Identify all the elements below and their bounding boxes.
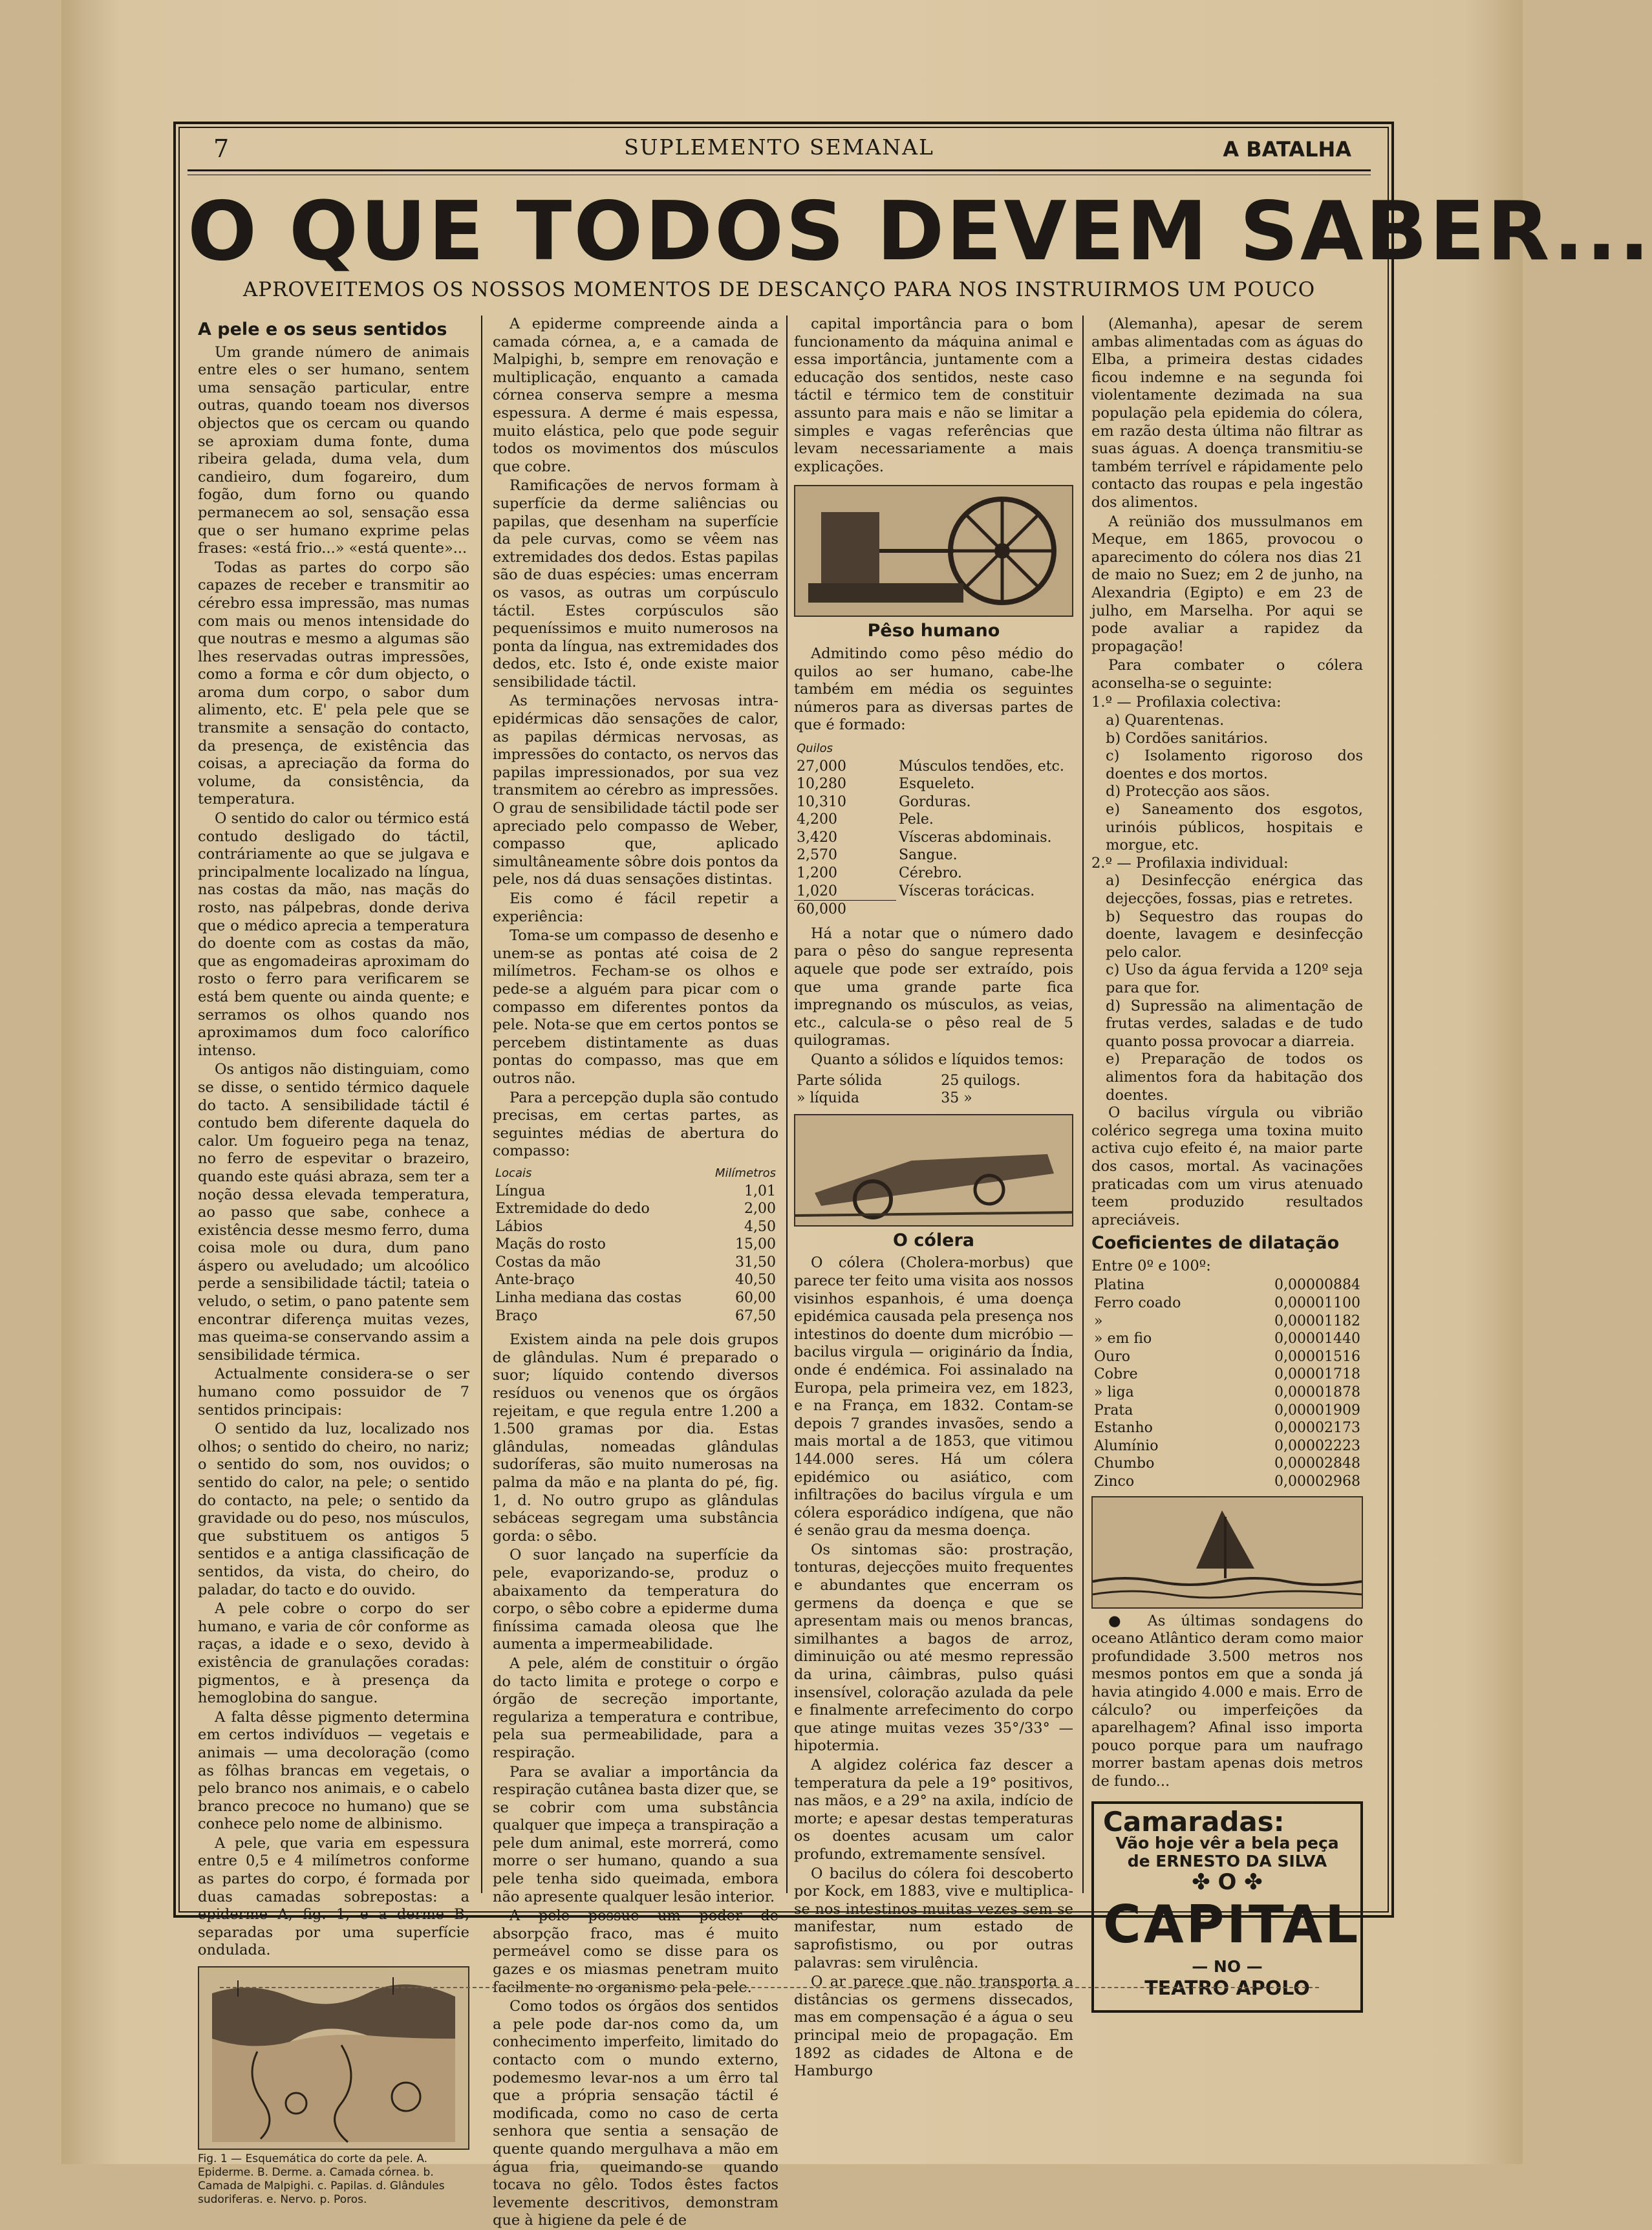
paragraph: Para combater o cólera aconselha-se o seguinte: <box>1091 657 1363 692</box>
paragraph: Existem ainda na pele dois grupos de glândulas. Num é preparado o suor; líquido contendo diversos resíduos ou venenos que os órgãos rejeitam, e que regula entre 1.200 a 1.500 gramas por dia. Estas glândulas, nomeadas glândulas sudoríferas, são muito numerosas na palma da mão e na planta do pé, fig. 1, d. No outro grupo as glândulas sebáceas segregam uma substância gorda: o sêbo. <box>493 1331 778 1545</box>
ad-text: Vão hoje vêr a bela peça de ERNESTO DA SILVA <box>1115 1834 1339 1871</box>
column-3 <box>794 316 1073 2080</box>
section-title: Coeficientes de dilatação <box>1091 1233 1340 1254</box>
section-title: A pele e os seus sentidos <box>198 319 447 339</box>
list-item: b) Sequestro das roupas do doente, lavagem e desinfecção pelo calor. <box>1106 908 1363 961</box>
paragraph: O suor lançado na superfície da pele, evaporizando-se, produz o abaixamento da temperatura do corpo, o sêbo cobre a epiderme duma finíssima camada oleosa que lhe aumenta a impermeabilidade. <box>493 1547 778 1653</box>
list <box>1091 872 1363 1104</box>
paragraph: O cólera (Cholera-morbus) que parece ter feito uma visita aos nossos visinhos espanhois, é uma doença epidémica causada pela presença nos intestinos do doente dum micróbio — bacilus virgula — originário da Índia, onde é endémica. Foi assinalado na Europa, pela primeira vez, em 1823, e na França, em 1832. Contam-se depois 7 grandes invasões, sendo a mais mortal a de 1853, que vitimou 144.000 seres. Há um cólera epidémico ou asiático, com infiltrações do bacilus vírgula e um cólera esporádico indígena, que não é senão grau da mesma doença. <box>794 1254 1073 1539</box>
table-row: 27,000 Músculos tendões, etc. <box>797 758 1064 775</box>
page-bottom-rule <box>220 1987 1319 1988</box>
paragraph: As terminações nervosas intra-epidérmicas dão sensações de calor, as papilas dérmicas nervosas, as impressões do contacto, os nervos das papilas impressionados, por sua vez transmitem ao cérebro as impressões. O grau de sensibilidade táctil pode ser apreciado pelo compasso de Weber, compasso que, aplicado simultâneamente sôbre dois pontos da pele, nos dá duas sensações distintas. <box>493 692 778 888</box>
table-row: Língua 1,01 <box>495 1183 776 1199</box>
table-row: Chumbo 0,00002848 <box>1094 1455 1360 1472</box>
table-row: Zinco 0,00002968 <box>1094 1474 1360 1490</box>
paragraph: A pele cobre o corpo do ser humano, e varia de côr conforme as raças, a idade e o sexo, devido à existência de granulações coradas: pigmentos, e à presença da hemoglobina do sangue. <box>198 1600 469 1707</box>
ad-heading: Camaradas: <box>1103 1805 1285 1838</box>
table-row: Alumínio 0,00002223 <box>1094 1437 1360 1454</box>
machine-illustration <box>794 485 1073 617</box>
ad-ornament: ✤ O ✤ <box>1192 1869 1263 1896</box>
header-rule <box>188 169 1371 171</box>
ad-text: — NO — <box>1192 1957 1263 1976</box>
sailboat-icon <box>1093 1497 1362 1607</box>
table-row: 1,020 Vísceras torácicas. <box>797 883 1035 899</box>
theater-advertisement <box>1091 1801 1363 2013</box>
paragraph: A epiderme compreende ainda a camada córnea, a, e a camada de Malpighi, b, sempre em renovação e multiplicação, enquanto a camada córnea conserva sempre a mesma espessura. A derme é mais espessa, muito elástica, pelo que pode seguir todos os movimentos dos músculos que cobre. <box>493 316 778 475</box>
table-header: Locais <box>495 1166 532 1180</box>
list-item: c) Isolamento rigoroso dos doentes e dos mortos. <box>1106 747 1363 782</box>
paragraph: Todas as partes do corpo são capazes de receber e transmitir ao cérebro essa impressão, mas numas com mais ou menos intensidade do que noutras e mesmo a algumas são lhes reservadas outras impressões, como a forma e côr dum objecto, o aroma dum corpo, o sabor dum alimento, etc. E' pela pele que se transmite a sensação do contacto, da presença, de existência das coisas, a apreciação da forma do volume, da consistência, da temperatura. <box>198 559 469 808</box>
list-item: a) Desinfecção enérgica das dejecções, fossas, pias e retretes. <box>1106 872 1363 907</box>
paragraph: A pele, que varia em espessura entre 0,5 e 4 milímetros conforme as partes do corpo, é formada por duas camadas sobrepostas: a epiderme A, fig. 1, e a derme B, separadas por uma superfície ondulada. <box>198 1834 469 1959</box>
list <box>1091 712 1363 855</box>
paragraph: A falta dêsse pigmento determina em certos indivíduos — vegetais e animais — uma decoloração (como as fôlhas brancas em vegetais, o pelo branco nos animais, e o cabelo branco precoce no humano) que se conhece pelo nome de albinismo. <box>198 1708 469 1833</box>
skin-diagram-figure <box>198 1966 469 2150</box>
wheel-machine-icon <box>795 486 1072 616</box>
table-row: Maçãs do rosto 15,00 <box>495 1236 776 1253</box>
paragraph: ● As últimas sondagens do oceano Atlântico deram como maior profundidade 3.500 metros nos mesmos pontos em que a sonda já havia atingido 4.000 e mais. Erro de cálculo? ou imperfeições da aparelhagem? Afinal isso importa pouco porque para um naufrago morrer bastam apenas dois metros de fundo... <box>1091 1612 1363 1790</box>
paragraph: Ramificações de nervos formam à superfície da derme saliências ou papilas, que desenham na superfície da pele curvas, como se vêem nas extremidades dos dedos. Estas papilas são de duas espécies: umas encerram os vasos, as outras um corpúsculo táctil. Estes corpúsculos são pequeníssimos e muito numerosos na ponta da língua, nas extremidades dos dedos, etc. Isto é, onde existe maior sensibilidade táctil. <box>493 477 778 691</box>
skin-diagram-icon <box>199 1967 468 2149</box>
table-row: 10,310 Gorduras. <box>797 793 971 810</box>
list-title: 2.º — Profilaxia individual: <box>1091 854 1289 872</box>
solid-liquid-table <box>794 1072 1073 1108</box>
figure-caption: Fig. 1 — Esquemática do corte da pele. A. Epiderme. B. Derme. a. Camada córnea. b. Camada de Malpighi. c. Papilas. d. Glândules sudoriferas. e. Nervo. p. Poros. <box>198 2152 445 2207</box>
table-row: Cobre 0,00001718 <box>1094 1366 1360 1383</box>
paragraph: O sentido da luz, localizado nos olhos; o sentido do cheiro, no nariz; o sentido do som, nos ouvidos; o sentido do calor, na pele; o sentido do contacto, na pele; o sentido da gravidade ou do peso, nos músculos, que substituem os antigos 5 sentidos e a antiga classificação de sentidos, da vista, do cheiro, do paladar, do tacto e do ouvido. <box>198 1421 469 1598</box>
paragraph: Toma-se um compasso de desenho e unem-se as pontas até coisa de 2 milímetros. Fecham-se os olhos e pede-se a alguém para picar com o compasso em diferentes pontos da pele. Nota-se que em certos pontos se percebem distintamente as duas pontas do compasso, mas que em outros não. <box>493 927 778 1087</box>
coef-intro: Entre 0º e 100º: <box>1091 1257 1211 1274</box>
paragraph: Como todos os órgãos dos sentidos a pele pode dar-nos como da, um conhecimento imperfeito, limitado do contacto com o mundo externo, podemesmo levar-nos a um êrro tal que a própria sensação táctil é modificada, como no caso de certa senhora que sentia a sensação de quente quando mergulhava a mão em água fria, queimando-se quando tocava no gêlo. Todos êstes factos levemente descritivos, demonstram que à higiene da pele é de <box>493 1998 778 2229</box>
column-divider <box>1082 316 1084 1893</box>
paragraph: A pele possue um poder de absorpção fraco, mas é muito permeável como se disse para os gazes e os miasmas penetram muito facilmente no organismo pela pele. <box>493 1907 778 1996</box>
list-item: e) Preparação de todos os alimentos fora da habitação dos doentes. <box>1106 1051 1363 1104</box>
table-row: 1,200 Cérebro. <box>797 865 962 882</box>
paragraph: Para a percepção dupla são contudo precisas, em certas partes, as seguintes médias de abertura do compasso: <box>493 1089 778 1160</box>
table-row: » liga 0,00001878 <box>1094 1384 1360 1401</box>
paragraph: Para se avaliar a importância da respiração cutânea basta dizer que, se se cobrir com uma substância qualquer que impeça a transpiração a pele dum animal, este morrerá, como morre o ser humano, quando a sua pele tenha sido queimada, embora não apresente qualquer lesão interior. <box>493 1763 778 1905</box>
column-4 <box>1091 316 1363 2000</box>
list-item: b) Cordões sanitários. <box>1106 729 1269 747</box>
headline: O QUE TODOS DEVEM SABER... <box>188 184 1652 279</box>
cart-icon <box>795 1115 1072 1225</box>
section-title: Pêso humano <box>867 621 1000 641</box>
table-row: Platina 0,00000884 <box>1094 1277 1360 1294</box>
cart-illustration <box>794 1114 1073 1227</box>
subheadline: APROVEITEMOS OS NOSSOS MOMENTOS DE DESCANÇO PARA NOS INSTRUIRMOS UM POUCO <box>242 278 1316 301</box>
list-item: d) Supressão na alimentação de frutas verdes, saladas e de tudo quanto possa provocar a diarreia. <box>1106 997 1363 1050</box>
paragraph: Admitindo como pêso médio do quilos ao ser humano, cabe-lhe também em média os seguintes números para as diversas partes de que é formado: <box>794 645 1073 734</box>
list-item: e) Saneamento dos esgotos, urinóis públicos, hospitais e morgue, etc. <box>1106 801 1363 854</box>
column-1 <box>198 316 469 2207</box>
paragraph: Há a notar que o número dado para o pêso do sangue representa aquele que pode ser extraído, pois que uma grande parte fica impregnando os músculos, as veias, etc., calcula-se o pêso real de 5 quilogramas. <box>794 925 1073 1049</box>
table-row: 10,280 Esqueleto. <box>797 776 975 793</box>
paragraph: Os antigos não distinguiam, como se disse, o sentido térmico daquele do tacto. A sensibilidade táctil é contudo bem diferente daquela do calor. Um fogueiro pega na tenaz, no ferro de espevitar o brazeiro, quando este quási abraza, sem ter a noção dessa elevada temperatura, ao passo que sabe, conhece a existência desse mesmo ferro, duma coisa mole ou dura, dum pano áspero ou aveludado; um alcoólico perde a sensibilidade táctil; tateia o veludo, o setim, o pano patente sem encontrar diferença muitas vezes, mas queima-se conservando assim a sensibilidade térmica. <box>198 1061 469 1364</box>
section-title: O cólera <box>892 1230 974 1250</box>
table-row: Costas da mão 31,50 <box>495 1254 776 1270</box>
table-row: Prata 0,00001909 <box>1094 1402 1360 1419</box>
paragraph: O bacilus vírgula ou vibrião colérico segrega uma toxina muito activa cujo efeito é, na maior parte dos casos, mortal. As vacinações praticadas com um virus atenuado teem produzido resultados apreciáveis. <box>1091 1104 1363 1228</box>
table-row: Linha mediana das costas 60,00 <box>495 1290 776 1307</box>
paragraph: capital importância para o bom funcionamento da máquina animal e essa importância, juntamente com a educação dos sentidos, neste caso táctil e térmico tem de constituir assunto para mais e não se limitar a simples e vagas referências que levam necessariamente a mais explicações. <box>794 316 1073 475</box>
paragraph: Quanto a sólidos e líquidos temos: <box>811 1051 1064 1068</box>
ad-play-title: CAPITAL <box>1103 1894 1361 1955</box>
newspaper-name: A BATALHA <box>1223 137 1351 162</box>
paragraph: O bacilus do cólera foi descoberto por Kock, em 1883, vive e multiplica-se nos intestinos muitas vezes sem se manifestar, num estado de saprofistismo, ou por outras palavras: sem virulência. <box>794 1865 1073 1971</box>
table-row: » líquida 35 » <box>797 1090 972 1107</box>
column-divider <box>481 316 482 1893</box>
supplement-title: SUPLEMENTO SEMANAL <box>624 134 934 160</box>
table-row: Braço 67,50 <box>495 1307 776 1324</box>
ad-venue: TEATRO APOLO <box>1144 1977 1310 2000</box>
table-row: Estanho 0,00002173 <box>1094 1420 1360 1437</box>
list-item: a) Quarentenas. <box>1106 712 1225 729</box>
table-row: Extremidade do dedo 2,00 <box>495 1201 776 1217</box>
table-header: Quilos <box>797 741 833 755</box>
page-header <box>188 134 1371 168</box>
paragraph: (Alemanha), apesar de serem ambas alimentadas com as águas do Elba, a primeira destas cidades ficou indemne e na segunda foi violentamente dezimada na sua população pela epidemia do cólera, em razão desta última não filtrar as suas águas. A doença transmitiu-se também terrível e rápidamente pelo contacto das roupas e pela ingestão dos alimentos. <box>1091 316 1363 511</box>
table-row: 3,420 Vísceras abdominais. <box>797 829 1052 846</box>
table-row: Parte sólida 25 quilogs. <box>797 1072 1021 1089</box>
table-row: Ferro coado 0,00001100 <box>1094 1295 1360 1312</box>
paragraph: A pele, além de constituir o órgão do tacto limita e protege o corpo e órgão de secreção importante, regulariza a temperatura e contribue, pela sua permeabilidade, para a respiração. <box>493 1655 778 1761</box>
list-title: 1.º — Profilaxia colectiva: <box>1091 694 1282 711</box>
paragraph: A reünião dos mussulmanos em Meque, em 1865, provocou o aparecimento do cólera nos dias 21 de maio no Suez; em 2 de junho, na Alexandria (Egipto) e em 23 de julho, em Marselha. Por aqui se pode avaliar a rapidez da propagação! <box>1091 513 1363 655</box>
shipwreck-illustration <box>1091 1496 1363 1609</box>
paragraph: Os sintomas são: prostração, tonturas, dejecções muito frequentes e abundantes que encerram os germens da doença e que se apresentam mais ou menos brancas, similhantes a bagos de arroz, diminuição ou até mesmo repressão da urina, câimbras, pulso quási insensível, coloração azulada da pele e finalmente arrefecimento do corpo que atinge muitas vezes 35°/33° — hipotermia. <box>794 1541 1073 1755</box>
table-row: 4,200 Pele. <box>797 811 934 828</box>
paragraph: A algidez colérica faz descer a temperatura da pele a 19° positivos, nas mãos, e a 29° na axila, indício de morte; e apesar destas temperaturas os doentes acusam um calor profundo, extremamente sensível. <box>794 1757 1073 1863</box>
table-row: » 0,00001182 <box>1094 1313 1360 1329</box>
paragraph: Um grande número de animais entre eles o ser humano, sentem uma sensação particular, entre outras, quando toeam nos diversos objectos que os cercam ou quando se aproxiam duma fonte, duma ribeira gelada, duma vela, dum candieiro, dum fogareiro, dum fogão, dum forno ou quando permanecem ao sol, sensação essa que o ser humano exprime pelas frases: «está frio...» «está quente»... <box>198 343 469 557</box>
weight-table <box>794 740 1073 919</box>
paragraph: O sentido do calor ou térmico está contudo desligado do táctil, contráriamente ao que se julgava e principalmente localizado na língua, nas costas da mão, nas maçãs do rosto, nas pálpebras, donde deriva que o médico aprecia a temperatura do doente com as costas da mão, que as engomadeiras aproximam do rosto o ferro para verificarem se está bem quente ou ainda quente; e serramos os olhos quando nos aproximamos dum foco calorífico intenso. <box>198 810 469 1059</box>
table-row: » em fio 0,00001440 <box>1094 1331 1360 1347</box>
table-row: Lábios 4,50 <box>495 1218 776 1235</box>
list-item: c) Uso da água fervida a 120º seja para que for. <box>1106 961 1363 996</box>
list-item: d) Protecção aos sãos. <box>1106 783 1271 800</box>
paragraph: O ar parece que não transporta a distâncias os germens dissecados, mas em compensação é a água o seu principal meio de propagação. Em 1892 as cidades de Altona e de Hamburgo <box>794 1973 1073 2080</box>
compass-table <box>493 1164 778 1325</box>
table-row: Ante-braço 40,50 <box>495 1272 776 1289</box>
table-total: 60,000 <box>794 901 1073 919</box>
column-2 <box>493 316 778 2229</box>
paragraph: Eis como é fácil repetir a experiência: <box>493 890 778 925</box>
table-header: Milímetros <box>715 1166 776 1180</box>
table-row: 2,570 Sangue. <box>797 847 958 864</box>
table-row: Ouro 0,00001516 <box>1094 1348 1360 1365</box>
paragraph: Actualmente considera-se o ser humano como possuidor de 7 sentidos principais: <box>198 1366 469 1419</box>
coefficient-table <box>1091 1276 1363 1490</box>
column-divider <box>786 316 788 1893</box>
page-number: 7 <box>213 134 230 163</box>
